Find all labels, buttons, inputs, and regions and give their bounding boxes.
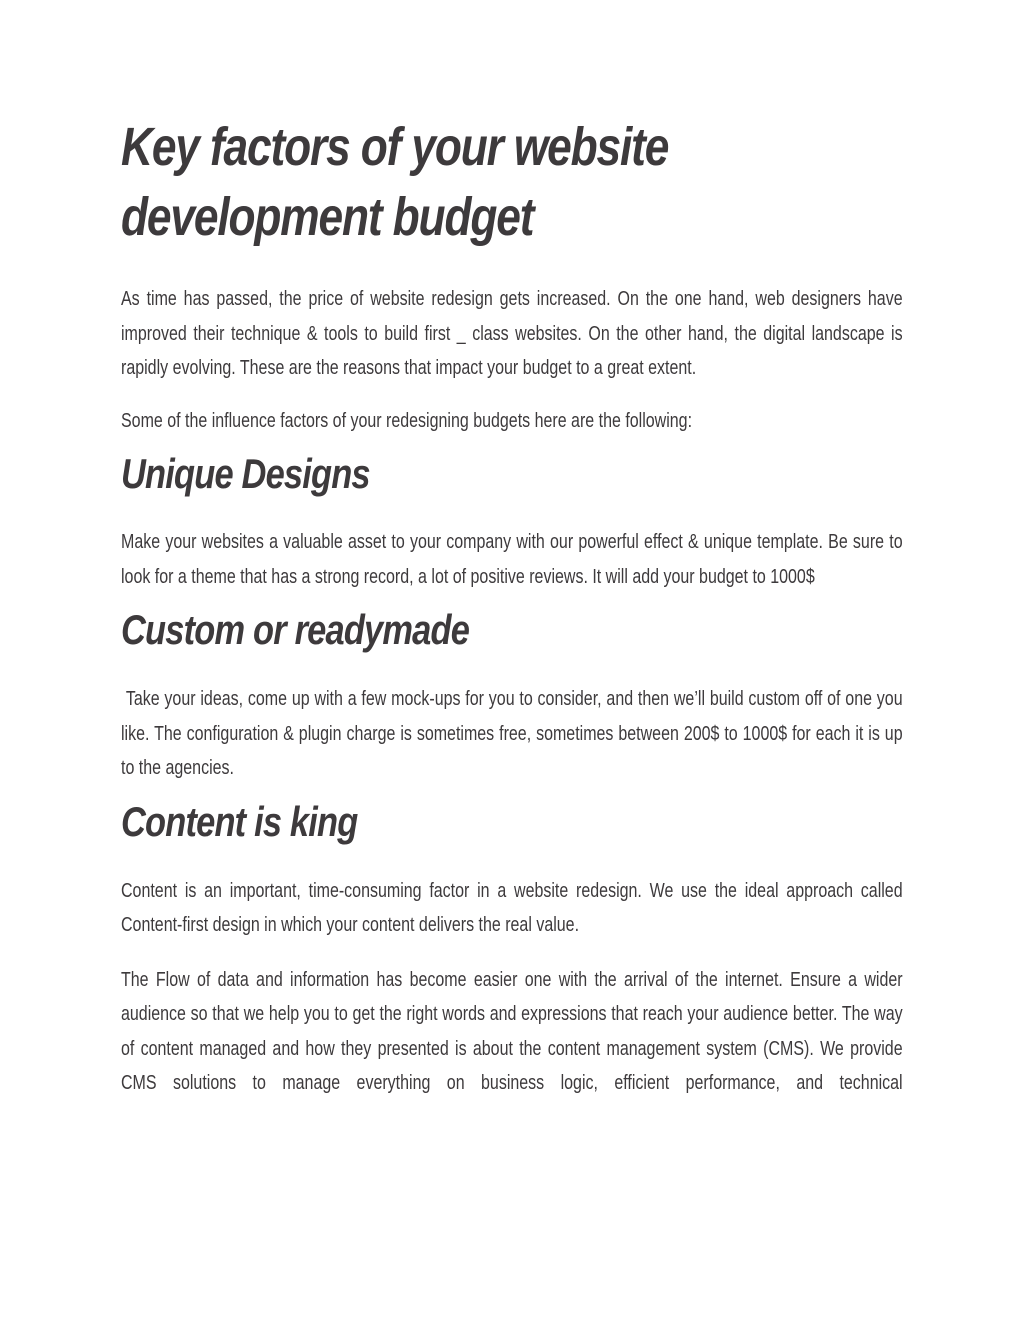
unique-designs-paragraph: Make your websites a valuable asset to your company with our powerful effect & unique template. Be sure to look for a theme that has a strong record, a lot of positive reviews. It will add your budget to 1000$ xyxy=(121,531,903,588)
document-page xyxy=(121,112,908,1101)
content-paragraph-1: Content is an important, time-consuming factor in a website redesign. We use the ideal approach called Content-first design in which your content delivers the real value. xyxy=(121,879,903,936)
content-paragraph-2: The Flow of data and information has become easier one with the arrival of the internet. Ensure a wider audience so that we help you to get the right words and expressions that reach your audience better. The way of content managed and how they presented is about the content management system (CMS). We provide CMS solutions to manage everything on business logic, efficient performance, and technical xyxy=(121,968,903,1094)
custom-paragraph-wrap xyxy=(121,682,908,786)
page-title: Key factors of your website development budget xyxy=(121,117,669,247)
section-heading-unique-designs: Unique Designs xyxy=(121,450,370,497)
intro-paragraph-2-wrap xyxy=(121,404,903,439)
custom-paragraph: Take your ideas, come up with a few mock-ups for you to consider, and then we’ll build custom off of one you like. The configuration & plugin charge is sometimes free, sometimes between 200$ to 1000$ for each it is up to the agencies. xyxy=(121,688,908,779)
intro-paragraph-2: Some of the influence factors of your redesigning budgets here are the following: xyxy=(121,409,693,432)
content-paragraph-2-wrap xyxy=(121,963,903,1101)
intro-paragraph-1-wrap xyxy=(121,282,903,386)
section-heading-custom-or-readymade: Custom or readymade xyxy=(121,606,470,653)
content-paragraph-1-wrap xyxy=(121,874,903,943)
unique-designs-paragraph-wrap xyxy=(121,525,903,594)
section-heading-content-is-king: Content is king xyxy=(121,797,358,845)
intro-paragraph-1: As time has passed, the price of website redesign gets increased. On the one hand, web designers have improved their technique & tools to build first _ class websites. On the other hand, the digital landscape is rapidly evolving. These are the reasons that impact your budget to a great extent. xyxy=(121,288,903,379)
